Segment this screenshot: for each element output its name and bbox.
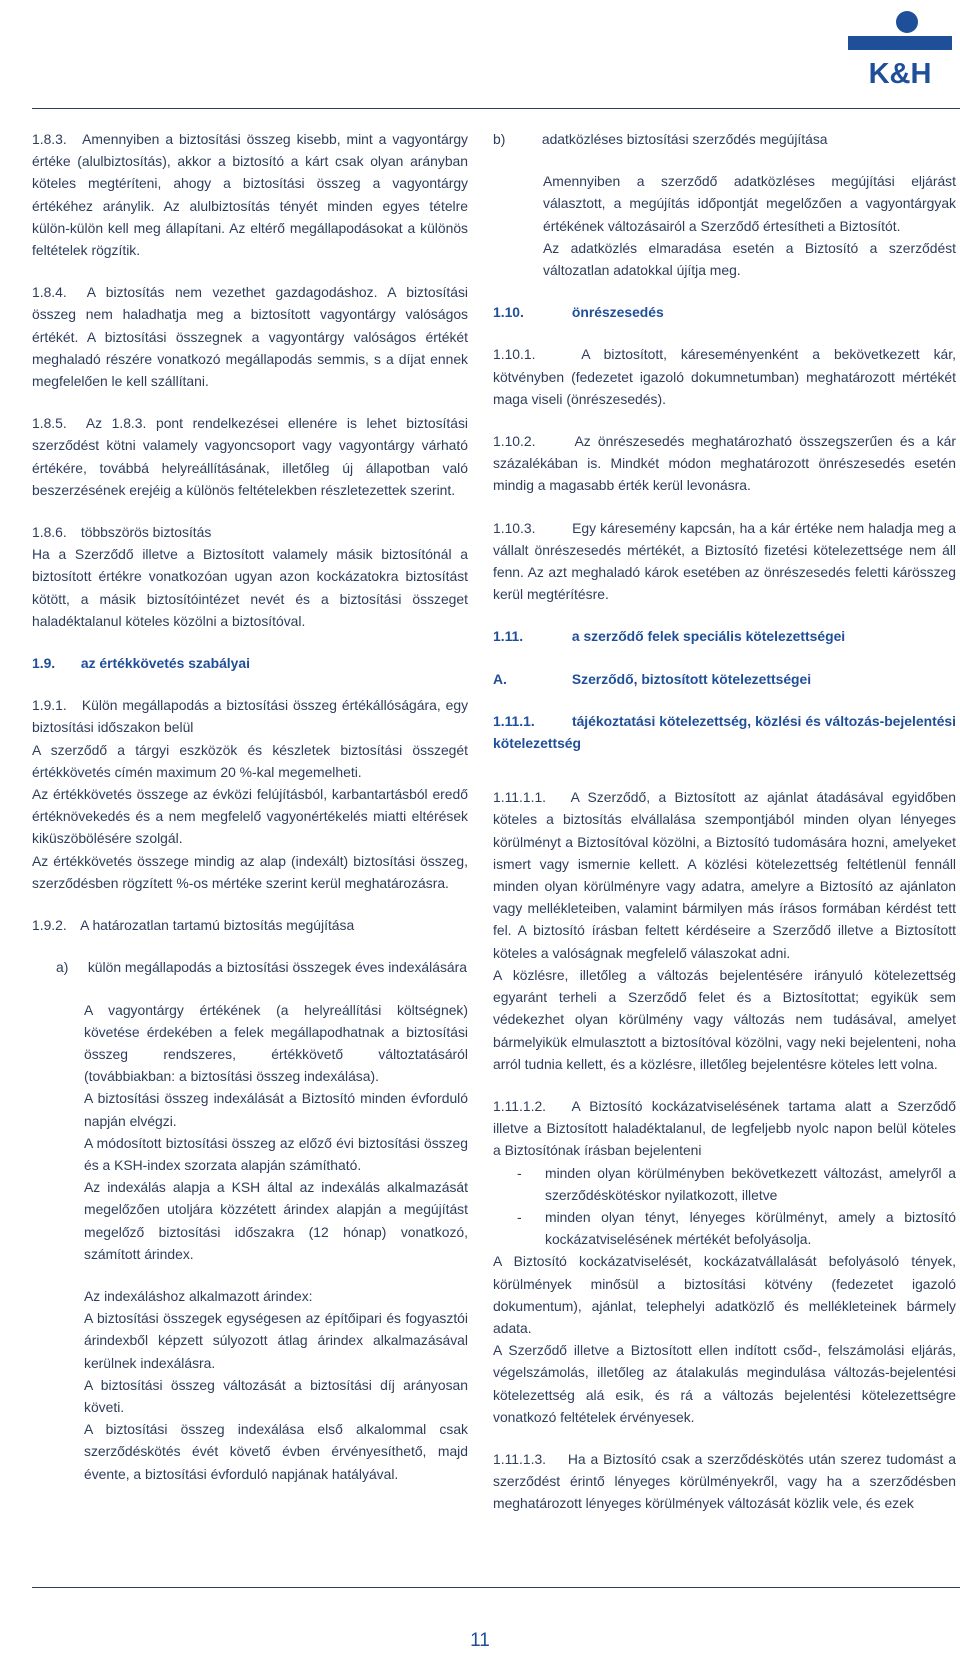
section-1-8-4 [32, 281, 468, 392]
subsection-a-para: A biztosítási összeg indexálását a Biztosító minden évforduló napján elvégzi. [84, 1090, 468, 1129]
section-number: 1.10.2. [493, 433, 536, 450]
section-number: 1.8.4. [32, 284, 67, 301]
list-item [493, 1206, 956, 1250]
section-title: A határozatlan tartamú biztosítás megújítása [80, 917, 355, 934]
subsection-a-title [32, 956, 468, 978]
heading-number: 1.11.1. [493, 712, 535, 729]
section-1-9-1-para: Az értékkövetés összege az évközi felújításból, karbantartásból eredő értéknövekedés és a nem megfelelő vagyonértékelés miatti eltérések kiküszöbölésére szolgál. [32, 786, 468, 847]
heading-number: 1.10. [493, 304, 524, 321]
section-1-9-1-para: A szerződő a tárgyi eszközök és készletek biztosítási összegét értékkövetés címén maximum 20 %-kal megemelheti. [32, 741, 468, 780]
section-number: 1.8.6. [32, 524, 67, 541]
left-column [32, 128, 468, 1485]
heading-1-11-1 [493, 710, 956, 754]
section-1-9-1-title [32, 694, 468, 738]
right-column [493, 128, 956, 1515]
section-1-11-1-3 [493, 1448, 956, 1515]
heading-title: Szerződő, biztosított kötelezettségei [571, 670, 812, 687]
section-title: többszörös biztosítás [80, 524, 212, 541]
subsection-b-para: Amennyiben a szerződő adatközléses megújítási eljárást választott, a megújítás időpontját megelőzően a vagyontárgyak értékének változásairól a Szerződő értesítheti a Biztosítót. [543, 173, 956, 234]
subsection-a-para: A biztosítási összeg indexálása első alkalommal csak szerződéskötés évét követő évben érvényesíthető, majd évente, a biztosítási évforduló napjának hatályával. [84, 1421, 468, 1482]
page-number: 11 [470, 1630, 490, 1651]
heading-title: tájékoztatási kötelezettség, közlési és változás-bejelentési kötelezettség [493, 712, 956, 752]
subsection-title: külön megállapodás a biztosítási összegek éves indexálására [87, 959, 467, 976]
section-number: 1.9.1. [32, 697, 67, 714]
subsection-a-para: A biztosítási összegek egységesen az építőipari és fogyasztói árindexből képzett súlyozott átlag árindex alkalmazásával kerülnek indexálásra. [84, 1310, 468, 1371]
subsection-label: b) [493, 131, 506, 147]
section-1-10-1 [493, 343, 956, 410]
section-number: 1.11.1.2. [493, 1097, 547, 1114]
section-1-11-1-2-para: A Szerződő illetve a Biztosított ellen indított csőd-, felszámolási eljárás, végelszámolás, illetőleg az átalakulás megindulása változás-bejelentési kötelezettség alá esik, és rá a változás bejelentési kötelezettségre vonatkozó feltételek érvényesek. [493, 1342, 956, 1425]
section-number: 1.10.1. [493, 346, 536, 363]
section-1-11-1-2-para: A Biztosító kockázatviselését, kockázatvállalását befolyásoló tények, körülmények minősül a biztosítási kötvény (fedezetet igazoló dokumentum), ajánlat, telephelyi adatközlő és mellékleteinek bármely adata. [493, 1253, 956, 1336]
kh-logo [848, 6, 952, 88]
subsection-b-para: Az adatközlés elmaradása esetén a Biztosító a szerződést változatlan adatokkal újítja meg. [543, 239, 956, 279]
subsection-b-title [493, 128, 956, 150]
logo-circle [896, 11, 918, 33]
section-1-10-2 [493, 430, 956, 497]
heading-title: a szerződő felek speciális kötelezettségei [571, 628, 846, 645]
heading-number: 1.11. [493, 628, 524, 645]
section-1-9-1-para: Az értékkövetés összege mindig az alap (indexált) biztosítási összeg, szerződésben rögzített %-os mértéke szerint kerül meghatározásra. [32, 852, 468, 891]
footer-rule [32, 1587, 960, 1588]
heading-title: az értékkövetés szabályai [80, 655, 250, 672]
section-1-10-3 [493, 517, 956, 606]
list-dash: - [517, 1164, 522, 1181]
heading-title: önrészesedés [571, 304, 664, 321]
section-1-11-1-1-para: A közlésre, illetőleg a változás bejelentésére irányuló kötelezettség egyaránt terheli a Szerződő felet és a Biztosítottat; egyikük sem védekezhet olyan körülmény vagy változás nem tudásával, amelyet bármelyikük elmulasztott a biztosítóval közölni, vagy neki bejelenteni, noha arról tudnia kellett, és a közlésre, illetőleg bejelentésre köteles lett volna. [493, 966, 956, 1072]
list-item-text: minden olyan körülményben bekövetkezett változást, amelyről a szerződéskötéskor nyilatkozott, illetve [545, 1164, 956, 1203]
section-text: Ha a Biztosító csak a szerződéskötés után szerez tudomást a szerződést érintő lényeges körülményekről, vagy ha a szerződésben meghatározott lényeges körülmények változását közlik vele, és ezek [493, 1450, 957, 1512]
section-1-8-5 [32, 412, 468, 501]
section-1-11-1-2 [493, 1095, 956, 1162]
section-text: Egy káresemény kapcsán, ha a kár értéke nem haladja meg a vállalt önrészesedés mértékét, a Biztosító fizetési kötelezettsége nem áll fenn. Az azt meghaladó károk esetében az önrészesedés feletti kárösszeg kerül megtérítésre. [493, 519, 956, 603]
section-1-8-6-text: Ha a Szerződő illetve a Biztosított valamely másik biztosítónál a biztosított értékre vonatkozóan ugyan azon kockázatokra biztosítást kötött, a másik biztosítóintézet nevét és a biztosítási összeget haladéktalanul köteles közölni a biztosítóval. [32, 546, 468, 629]
heading-1-11 [493, 625, 956, 647]
section-number: 1.8.5. [32, 415, 67, 432]
subsection-label: a) [56, 959, 69, 976]
subsection-title: adatközléses biztosítási szerződés megújítása [541, 131, 828, 147]
logo-text: K&H [868, 58, 932, 88]
subsection-a-para: A biztosítási összeg változását a biztosítási díj arányosan követi. [84, 1376, 468, 1415]
subsection-a-para: Az indexálás alapja a KSH által az indexálás alkalmazását megelőzően utoljára közzétett árindex alapján a megújítást megelőző biztosítási időszakra (12 hónap) vonatkozó, számított árindex. [84, 1179, 468, 1262]
section-number: 1.11.1.3. [493, 1450, 547, 1467]
heading-1-10 [493, 301, 956, 323]
section-number: 1.8.3. [32, 131, 67, 147]
heading-number: A. [493, 670, 507, 687]
section-title: Külön megállapodás a biztosítási összeg értékállóságára, egy biztosítási időszakon belül [32, 697, 469, 736]
heading-number: 1.9. [32, 655, 56, 672]
section-text: A biztosítás nem vezethet gazdagodáshoz. A biztosítási összeg nem haladhatja meg a biztosított vagyontárgy valóságos értékét. A biztosítási összegnek a vagyontárgy valóságos értékét meghaladó részére vonatkozó megállapodás semmis, s a díjat ennek megfelelően le kell szállítani. [32, 284, 468, 390]
list-dash: - [517, 1208, 522, 1225]
section-text: Amennyiben a biztosítási összeg kisebb, mint a vagyontárgy értéke (alulbiztosítás), akkor a biztosító a kárt csak olyan arányban köteles megtéríteni, ahogy a biztosítási összeg a vagyontárgy értékéhez aránylik. Az alulbiztosítás tényét minden egyes tételre külön-külön kell meg állapítani. Az eltérő megállapodásokat a különös feltételek rögzítik. [32, 131, 469, 259]
subsection-a-para: A vagyontárgy értékének (a helyreállítási költségnek) követése érdekében a felek megállapodhatnak a biztosítási összeg rendszeres, értékkövető változtatásáról (továbbiakban: a biztosítási összeg indexálása). [84, 1001, 468, 1085]
section-1-9-2-title [32, 914, 468, 936]
section-text: A Biztosító kockázatviselésének tartama alatt a Szerződő illetve a Biztosított haladéktalanul, de legfeljebb nyolc napon belül köteles a Biztosítónak írásban bejelenteni [493, 1097, 956, 1159]
subsection-a-para: Az indexáláshoz alkalmazott árindex: [84, 1287, 313, 1304]
list-item-text: minden olyan tényt, lényeges körülményt, amely a biztosító kockázatviselésének mértékét befolyásolja. [545, 1208, 956, 1248]
heading-1-9 [32, 652, 468, 674]
section-text: Az 1.8.3. pont rendelkezései ellenére is lehet biztosítási szerződést kötni valamely vagyoncsoport vagy vagyontárgy várható értékére, továbbá helyreállításának, illetőleg új állapotban való beszerzésének erejéig a különös feltételekben részletezettek szerint. [32, 415, 468, 498]
logo-bar [848, 36, 952, 50]
section-1-8-3 [32, 128, 468, 261]
section-text: A Szerződő, a Biztosított az ajánlat átadásával egyidőben köteles a biztosítás elvállalása szempontjából minden olyan lényeges körülményt a Biztosítóval közölni, a Biztosító tudomására hozni, amelyeket ismert vagy ismernie kellett. A közlési kötelezettség feltétlenül fennáll minden olyan körülményre vagy adatra, amelyre a Biztosító az ajánlaton vagy mellékleteiben, valamint bármilyen más írásos formában kérdést tett fel. A biztosító írásban feltett kérdéseire a Szerződő illetve a Biztosított köteles a valóságnak megfelelő válaszokat adni. [493, 789, 956, 961]
section-number: 1.9.2. [32, 917, 67, 934]
section-text: A biztosított, káreseményenként a bekövetkezett kár, kötvényben (fedezetet igazoló dokumnetumban) meghatározott mértékét maga viseli (önrészesedés). [493, 346, 957, 407]
section-number: 1.10.3. [493, 519, 536, 536]
heading-a [493, 668, 956, 690]
section-number: 1.11.1.1. [493, 789, 547, 806]
section-1-8-6-title [32, 521, 468, 543]
subsection-a-para: A módosított biztosítási összeg az előző évi biztosítási összeg és a KSH-index szorzata alapján számítható. [84, 1134, 468, 1173]
header-rule [32, 108, 960, 109]
section-text: Az önrészesedés meghatározható összegszerűen és a kár százalékában is. Mindkét módon meghatározott önrészesedés esetén mindig a magasabb érték kerül levonásra. [493, 433, 956, 494]
list-item [493, 1162, 956, 1206]
section-1-11-1-1 [493, 786, 956, 964]
